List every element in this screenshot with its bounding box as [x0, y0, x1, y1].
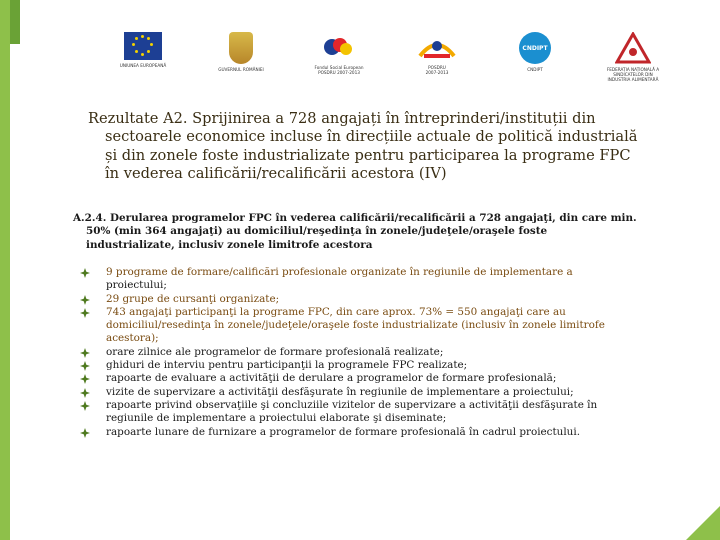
diamond-bullet-icon — [80, 374, 90, 384]
federation-logo-icon — [615, 32, 651, 64]
title-line: sectoarele economice incluse în direcțiile actuale de politică industrială — [105, 128, 638, 146]
logo-caption: FEDERAȚIA NAȚIONALĂ A SINDICATELOR DIN INDUSTRIA ALIMENTARĂ — [606, 67, 660, 82]
list-item-text: ghiduri de interviu pentru participanţii la programele FPC realizate; — [106, 359, 468, 372]
section-heading-line: industrializate, inclusiv zonele limitrofe acestora — [86, 238, 373, 251]
logo-caption: POSDRU 2007-2013 — [425, 65, 449, 75]
list-item — [80, 306, 696, 346]
list-item — [80, 293, 696, 306]
title-line: în vederea calificării/recalificării acestora (IV) — [105, 165, 447, 183]
logo-government — [206, 32, 276, 72]
list-item-text: domiciliul/resedinţa în zonele/judeţele/oraşele foste industrializate (inclusiv în zonele limitrofe — [106, 319, 605, 332]
diamond-bullet-icon — [80, 268, 90, 278]
logo-eu — [108, 32, 178, 68]
diamond-bullet-icon — [80, 308, 90, 318]
romania-coat-of-arms-icon — [229, 32, 253, 64]
list-item — [80, 426, 696, 439]
list-item-text: rapoarte de evaluare a activităţii de derulare a programelor de formare profesională; — [106, 372, 557, 385]
logo-strip — [108, 32, 668, 94]
list-item — [80, 346, 696, 359]
list-item — [80, 266, 696, 293]
logo-caption: CNDIPT — [527, 67, 543, 72]
bottom-right-accent — [686, 506, 720, 540]
eu-flag-icon — [124, 32, 162, 60]
diamond-bullet-icon — [80, 428, 90, 438]
list-item — [80, 372, 696, 385]
list-item-text: vizite de supervizare a activităţii desfăşurate în regiunile de implementare a proiectului; — [106, 385, 574, 398]
diamond-bullet-icon — [80, 388, 90, 398]
logo-caption: GUVERNUL ROMÂNIEI — [218, 67, 264, 72]
slide-title — [88, 110, 688, 184]
list-item-text: acestora); — [106, 332, 159, 345]
posdru-logo-icon — [416, 32, 458, 62]
list-item-text: rapoarte privind observaţiile şi concluziile vizitelor de supervizare a activităţii desfăşurate în — [106, 398, 598, 411]
list-item-text: rapoarte lunare de furnizare a programelor de formare profesională în cadrul proiectului. — [106, 425, 580, 438]
list-item — [80, 359, 696, 372]
list-item-text: orare zilnice ale programelor de formare profesională realizate; — [106, 345, 444, 358]
results-list — [80, 266, 696, 439]
left-green-stripe — [0, 0, 10, 540]
list-item-text: 29 grupe de cursanţi organizate; — [106, 292, 280, 305]
diamond-bullet-icon — [80, 361, 90, 371]
title-line: și din zonele foste industrializate pentru participarea la programe FPC — [105, 146, 631, 164]
section-heading-line: 50% (min 364 angajaţi) au domiciliul/reşedinţa în zonele/judeţele/oraşele foste — [86, 225, 548, 238]
title-line: Rezultate A2. Sprijinirea a 728 angajați în întreprinderi/instituții din — [88, 110, 596, 127]
list-item-text: regiunile de implementare a proiectului elaborate şi diseminate; — [106, 412, 447, 425]
logo-cndipt — [500, 32, 570, 72]
left-decor-bar — [0, 0, 28, 540]
list-item-text: proiectului; — [106, 279, 167, 292]
logo-caption: Fondul Social European POSDRU 2007-2013 — [314, 65, 364, 75]
logo-federation — [598, 32, 668, 82]
diamond-bullet-icon — [80, 295, 90, 305]
logo-caption: UNIUNEA EUROPEANĂ — [119, 63, 167, 68]
fse-logo-icon — [318, 32, 360, 62]
logo-fse — [304, 32, 374, 75]
section-heading-line: A.2.4. Derularea programelor FPC în vederea calificării/recalificării a 728 angajaţi, din care min. — [73, 212, 637, 224]
logo-posdru — [402, 32, 472, 75]
diamond-bullet-icon — [80, 401, 90, 411]
section-heading — [73, 212, 695, 252]
list-item — [80, 399, 696, 426]
list-item-text: 9 programe de formare/calificări profesionale organizate în regiunile de implementare a — [106, 266, 573, 278]
diamond-bullet-icon — [80, 348, 90, 358]
cndipt-logo-icon: CNDIPT — [519, 32, 551, 64]
list-item-text: 743 angajaţi participanţi la programe FPC, din care aprox. 73% = 550 angajaţi care au — [106, 305, 566, 318]
list-item — [80, 386, 696, 399]
top-left-accent — [10, 0, 20, 44]
